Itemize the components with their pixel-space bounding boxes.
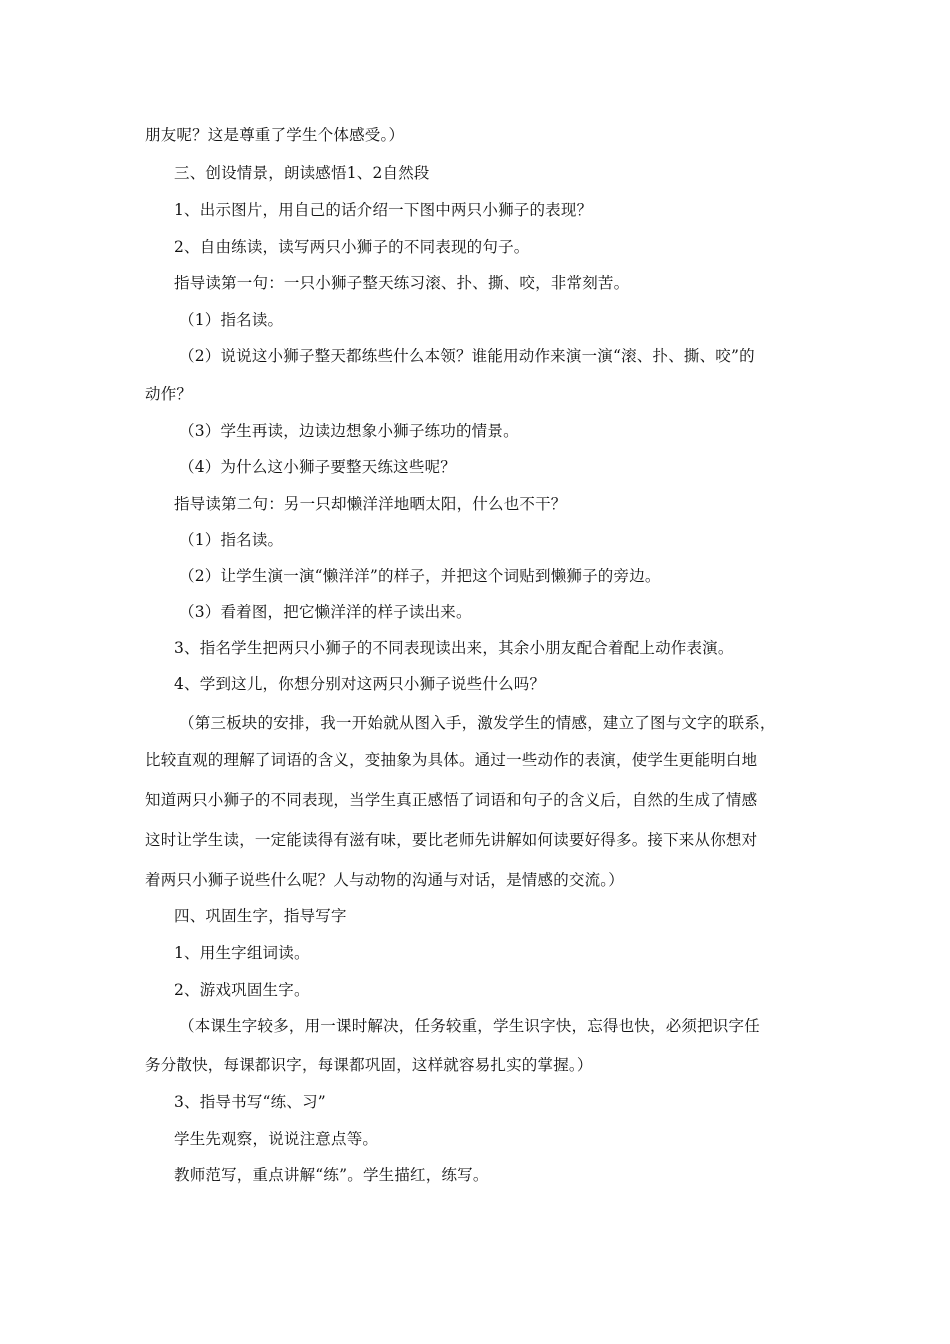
text-line: 2、自由练读，读写两只小狮子的不同表现的句子。 xyxy=(174,238,530,256)
text-line: 这时让学生读，一定能读得有滋有味，要比老师先讲解如何读要好得多。接下来从你想对 xyxy=(145,831,758,849)
text-line: （1）指名读。 xyxy=(179,531,284,549)
text-line: 朋友呢？这是尊重了学生个体感受。） xyxy=(145,126,405,144)
text-line: 指导读第二句：另一只却懒洋洋地晒太阳，什么也不干？ xyxy=(174,495,567,513)
text-line: 2、游戏巩固生字。 xyxy=(174,981,310,999)
text-line: 比较直观的理解了词语的含义，变抽象为具体。通过一些动作的表演，使学生更能明白地 xyxy=(145,751,758,769)
section-heading: 四、巩固生字，指导写字 xyxy=(174,907,347,925)
text-line: 知道两只小狮子的不同表现，当学生真正感悟了词语和句子的含义后，自然的生成了情感 xyxy=(145,791,758,809)
text-line: （3）学生再读，边读边想象小狮子练功的情景。 xyxy=(179,422,519,440)
text-line: （4）为什么这小狮子要整天练这些呢？ xyxy=(179,458,456,476)
text-line: 4、学到这儿，你想分别对这两只小狮子说些什么吗？ xyxy=(174,675,546,693)
text-line: （3）看着图，把它懒洋洋的样子读出来。 xyxy=(179,603,472,621)
text-line: 学生先观察，说说注意点等。 xyxy=(174,1130,379,1148)
text-line: （本课生字较多，用一课时解决，任务较重，学生识字快，忘得也快，必须把识字任 xyxy=(179,1017,760,1035)
text-line: （1）指名读。 xyxy=(179,311,284,329)
text-line: （第三板块的安排，我一开始就从图入手，激发学生的情感，建立了图与文字的联系， xyxy=(179,714,776,732)
text-line: 着两只小狮子说些什么呢？人与动物的沟通与对话，是情感的交流。） xyxy=(145,871,624,889)
text-line: 1、出示图片，用自己的话介绍一下图中两只小狮子的表现？ xyxy=(174,201,593,219)
text-line: 3、指名学生把两只小狮子的不同表现读出来，其余小朋友配合着配上动作表演。 xyxy=(174,639,734,657)
text-line: 3、指导书写“练、习” xyxy=(174,1093,326,1111)
text-line: 动作？ xyxy=(145,385,193,403)
text-line: （2）让学生演一演“懒洋洋”的样子，并把这个词贴到懒狮子的旁边。 xyxy=(179,567,661,585)
text-line: 1、用生字组词读。 xyxy=(174,944,310,962)
text-line: 指导读第一句：一只小狮子整天练习滚、扑、撕、咬，非常刻苦。 xyxy=(174,274,630,292)
text-line: 教师范写，重点讲解“练”。学生描红，练写。 xyxy=(174,1166,489,1184)
text-line: 务分散快，每课都识字，每课都巩固，这样就容易扎实的掌握。） xyxy=(145,1056,593,1074)
section-heading: 三、创设情景，朗读感悟1、2自然段 xyxy=(174,164,430,182)
text-line: （2）说说这小狮子整天都练些什么本领？谁能用动作来演一演“滚、扑、撕、咬”的 xyxy=(179,347,755,365)
